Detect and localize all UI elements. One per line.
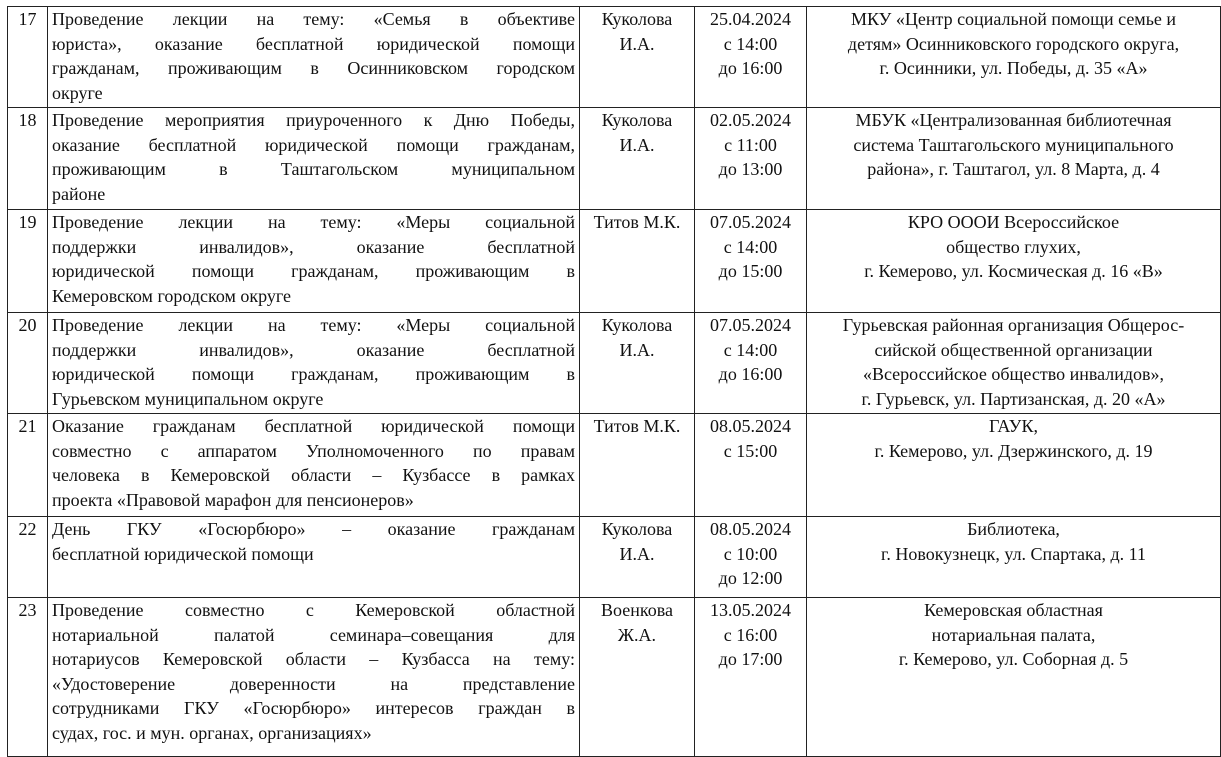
description-line: Оказание гражданам бесплатной юридической помощи bbox=[52, 416, 575, 436]
event-datetime: 25.04.2024 с 14:00 до 16:00 bbox=[695, 7, 807, 108]
description-line: Гурьевском муниципальном округе bbox=[52, 388, 324, 409]
event-description bbox=[48, 598, 580, 757]
row-number: 17 bbox=[8, 7, 48, 108]
event-description bbox=[48, 108, 580, 210]
responsible-person: Куколова И.А. bbox=[580, 517, 695, 598]
table-row bbox=[8, 517, 1221, 598]
row-number: 19 bbox=[8, 210, 48, 313]
description-line: Проведение лекции на тему: «Меры социальной bbox=[52, 315, 575, 335]
event-datetime: 07.05.2024 с 14:00 до 16:00 bbox=[695, 313, 807, 414]
event-datetime: 02.05.2024 с 11:00 до 13:00 bbox=[695, 108, 807, 210]
description-line: юридической помощи гражданам, проживающим в bbox=[52, 261, 575, 281]
event-place: КРО ОООИ Всероссийское общество глухих, г. Кемерово, ул. Космическая д. 16 «В» bbox=[807, 210, 1221, 313]
description-line: проекта «Правовой марафон для пенсионеров» bbox=[52, 489, 414, 510]
description-line: бесплатной юридической помощи bbox=[52, 543, 314, 564]
event-description bbox=[48, 414, 580, 517]
event-place: ГАУК, г. Кемерово, ул. Дзержинского, д. 19 bbox=[807, 414, 1221, 517]
description-line: Проведение совместно с Кемеровской областной bbox=[52, 600, 575, 620]
event-place: Гурьевская районная организация Общерос- сийской общественной организации «Всероссийское общество инвалидов», г. Гурьевск, ул. Партизанская, д. 20 «А» bbox=[807, 313, 1221, 414]
events-table-body bbox=[8, 7, 1221, 757]
event-place: МКУ «Центр социальной помощи семье и детям» Осинниковского городского округа, г. Осинники, ул. Победы, д. 35 «А» bbox=[807, 7, 1221, 108]
table-row bbox=[8, 414, 1221, 517]
event-place: МБУК «Централизованная библиотечная система Таштагольского муниципального района», г. Таштагол, ул. 8 Марта, д. 4 bbox=[807, 108, 1221, 210]
table-row bbox=[8, 598, 1221, 757]
description-line: судах, гос. и мун. органах, организациях» bbox=[52, 722, 372, 743]
event-place: Кемеровская областная нотариальная палата, г. Кемерово, ул. Соборная д. 5 bbox=[807, 598, 1221, 757]
responsible-person: Титов М.К. bbox=[580, 414, 695, 517]
description-line: Проведение лекции на тему: «Семья в объективе bbox=[52, 9, 575, 29]
description-line: поддержки инвалидов», оказание бесплатной bbox=[52, 236, 575, 257]
events-table bbox=[7, 6, 1221, 757]
event-description bbox=[48, 7, 580, 108]
responsible-person: Военкова Ж.А. bbox=[580, 598, 695, 757]
description-line: юридической помощи гражданам, проживающим в bbox=[52, 364, 575, 384]
description-line: поддержки инвалидов», оказание бесплатной bbox=[52, 339, 575, 360]
row-number: 18 bbox=[8, 108, 48, 210]
description-line: округе bbox=[52, 82, 103, 103]
event-place: Библиотека, г. Новокузнецк, ул. Спартака, д. 11 bbox=[807, 517, 1221, 598]
description-line: проживающим в Таштагольском муниципальном bbox=[52, 159, 575, 179]
event-datetime: 08.05.2024 с 10:00 до 12:00 bbox=[695, 517, 807, 598]
row-number: 23 bbox=[8, 598, 48, 757]
event-description bbox=[48, 313, 580, 414]
responsible-person: Куколова И.А. bbox=[580, 313, 695, 414]
description-line: нотариальной палатой семинара–совещания для bbox=[52, 624, 575, 645]
description-line: оказание бесплатной юридической помощи гражданам, bbox=[52, 134, 575, 155]
row-number: 20 bbox=[8, 313, 48, 414]
description-line: «Удостоверение доверенности на представление bbox=[52, 673, 575, 694]
description-line: Проведение мероприятия приуроченного к Дню Победы, bbox=[52, 110, 575, 130]
row-number: 21 bbox=[8, 414, 48, 517]
description-line: районе bbox=[52, 183, 106, 204]
table-row bbox=[8, 7, 1221, 108]
description-line: День ГКУ «Госюрбюро» – оказание гражданам bbox=[52, 519, 575, 539]
description-line: человека в Кемеровской области – Кузбассе в рамках bbox=[52, 465, 575, 485]
description-line: нотариусов Кемеровской области – Кузбасса на тему: bbox=[52, 649, 575, 669]
event-datetime: 13.05.2024 с 16:00 до 17:00 bbox=[695, 598, 807, 757]
event-description bbox=[48, 517, 580, 598]
description-line: Проведение лекции на тему: «Меры социальной bbox=[52, 212, 575, 232]
responsible-person: Куколова И.А. bbox=[580, 7, 695, 108]
event-description bbox=[48, 210, 580, 313]
responsible-person: Титов М.К. bbox=[580, 210, 695, 313]
description-line: совместно с аппаратом Уполномоченного по правам bbox=[52, 440, 575, 461]
table-row bbox=[8, 108, 1221, 210]
table-row bbox=[8, 210, 1221, 313]
description-line: гражданам, проживающим в Осинниковском городском bbox=[52, 58, 575, 78]
table-row bbox=[8, 313, 1221, 414]
description-line: юриста», оказание бесплатной юридической помощи bbox=[52, 33, 575, 54]
responsible-person: Куколова И.А. bbox=[580, 108, 695, 210]
event-datetime: 08.05.2024 с 15:00 bbox=[695, 414, 807, 517]
description-line: сотрудниками ГКУ «Госюрбюро» интересов граждан в bbox=[52, 698, 575, 718]
event-datetime: 07.05.2024 с 14:00 до 15:00 bbox=[695, 210, 807, 313]
description-line: Кемеровском городском округе bbox=[52, 285, 292, 306]
row-number: 22 bbox=[8, 517, 48, 598]
